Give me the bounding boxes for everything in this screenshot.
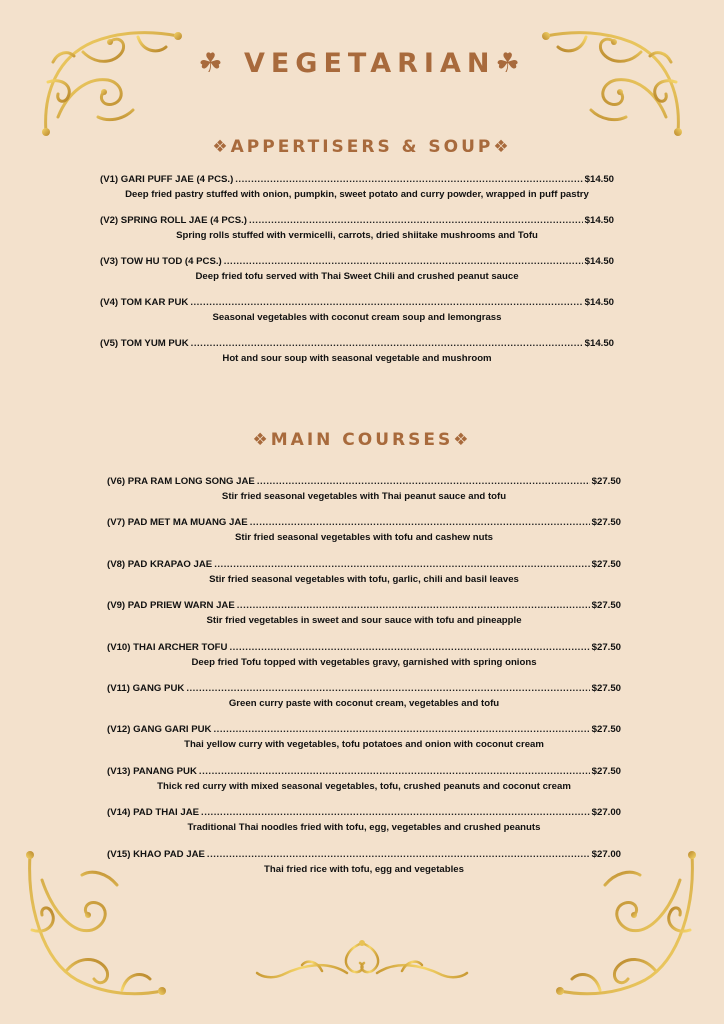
dot-leader: [249, 215, 583, 226]
menu-item: [107, 766, 621, 792]
menu-item-line: [107, 642, 621, 653]
menu-item-description: Stir fried vegetables in sweet and sour sauce with tofu and pineapple: [206, 615, 522, 627]
dot-leader: [201, 807, 590, 818]
title-text: VEGETARIAN: [243, 48, 496, 79]
menu-item-description: Thai yellow curry with vegetables, tofu potatoes and onion with coconut cream: [184, 739, 544, 751]
menu-item-price: $27.50: [591, 641, 621, 653]
menu-item-price: $27.50: [591, 558, 621, 570]
menu-item-line: [100, 256, 614, 267]
menu-item-description: Deep fried pastry stuffed with onion, pumpkin, sweet potato and curry powder, wrapped in puff pastry: [125, 189, 589, 200]
menu-item: [100, 215, 614, 241]
corner-ornament-top-left: [38, 22, 188, 142]
menu-item-line: [107, 807, 621, 818]
dot-leader: [191, 338, 583, 349]
menu-item-line: [107, 476, 621, 487]
dot-leader: [213, 724, 589, 735]
dot-leader: [190, 297, 582, 308]
menu-item-price: $27.00: [591, 848, 621, 860]
menu-item-name: (V9) PAD PRIEW WARN JAE: [107, 600, 235, 612]
menu-item-name: (V12) GANG GARI PUK: [107, 724, 212, 736]
menu-item-name: (V6) PRA RAM LONG SONG JAE: [107, 476, 255, 487]
menu-item-line: [107, 600, 621, 611]
menu-item-description: Spring rolls stuffed with vermicelli, carrots, dried shiitake mushrooms and Tofu: [176, 230, 538, 241]
dot-leader: [250, 517, 590, 528]
menu-item-description: Traditional Thai noodles fried with tofu, egg, vegetables and crushed peanuts: [187, 822, 541, 834]
appetisers-heading: ❖APPERTISERS & SOUP❖: [212, 137, 512, 157]
menu-item: [100, 256, 614, 282]
menu-item: [107, 642, 621, 668]
menu-item-price: $27.50: [591, 600, 621, 612]
menu-item-line: [107, 724, 621, 735]
dot-leader: [229, 642, 589, 653]
menu-item: [107, 807, 621, 833]
dot-leader: [237, 600, 590, 611]
menu-item-price: $27.50: [591, 765, 621, 777]
menu-item-name: (V3) TOW HU TOD (4 PCS.): [100, 256, 222, 267]
menu-item-line: [107, 766, 621, 777]
menu-item-description: Hot and sour soup with seasonal vegetable and mushroom: [222, 353, 492, 364]
menu-item-line: [107, 517, 621, 528]
dot-leader: [214, 559, 589, 570]
menu-item-name: (V13) PANANG PUK: [107, 765, 197, 777]
dot-leader: [257, 476, 590, 487]
menu-item-name: (V7) PAD MET MA MUANG JAE: [107, 517, 248, 529]
menu-item-name: (V2) SPRING ROLL JAE (4 PCS.): [100, 215, 247, 226]
dot-leader: [224, 256, 583, 267]
menu-item-price: $27.50: [591, 476, 621, 487]
shamrock-icon-right: ☘: [495, 48, 526, 79]
menu-item-description: Stir fried seasonal vegetables with tofu and cashew nuts: [234, 532, 494, 544]
menu-item-price: $14.50: [584, 297, 614, 308]
menu-item-description: Seasonal vegetables with coconut cream soup and lemongrass: [212, 312, 502, 323]
menu-item-price: $14.50: [584, 174, 614, 185]
menu-item-line: [107, 683, 621, 694]
menu-item-description: Green curry paste with coconut cream, vegetables and tofu: [228, 698, 500, 709]
menu-item-line: [107, 849, 621, 860]
dot-leader: [199, 766, 590, 777]
menu-item: [107, 476, 621, 502]
menu-item: [107, 559, 621, 585]
menu-item-name: (V4) TOM KAR PUK: [100, 297, 189, 308]
menu-item: [100, 338, 614, 364]
menu-item-description: Deep fried tofu served with Thai Sweet Chili and crushed peanut sauce: [195, 271, 519, 282]
shamrock-icon-left: ☘: [198, 48, 229, 79]
dot-leader: [186, 683, 589, 694]
menu-item-price: $14.50: [584, 338, 614, 349]
menu-item-description: Stir fried seasonal vegetables with Thai peanut sauce and tofu: [221, 491, 507, 502]
menu-item-description: Thai fried rice with tofu, egg and vegetables: [264, 863, 464, 875]
menu-item-description: Stir fried seasonal vegetables with tofu, garlic, chili and basil leaves: [209, 573, 519, 585]
dot-leader: [207, 849, 590, 860]
menu-item-price: $27.50: [591, 683, 621, 694]
menu-item: [107, 683, 621, 709]
menu-item: [100, 174, 614, 200]
menu-item-price: $27.50: [591, 517, 621, 529]
bottom-center-ornament: [222, 935, 502, 985]
menu-item: [107, 517, 621, 543]
menu-item: [107, 600, 621, 626]
menu-item-name: (V1) GARI PUFF JAE (4 PCS.): [100, 174, 234, 185]
main-courses-heading: ❖MAIN COURSES❖: [252, 430, 472, 450]
menu-item-line: [107, 559, 621, 570]
menu-item-description: Deep fried Tofu topped with vegetables gravy, garnished with spring onions: [191, 656, 537, 668]
menu-item-line: [100, 215, 614, 226]
menu-item-price: $14.50: [584, 215, 614, 226]
menu-item-description: Thick red curry with mixed seasonal vegetables, tofu, crushed peanuts and coconut cream: [157, 780, 571, 792]
menu-item-price: $27.50: [591, 724, 621, 736]
menu-item: [107, 724, 621, 750]
dot-leader: [235, 174, 582, 185]
menu-item-line: [100, 174, 614, 185]
menu-item-name: (V5) TOM YUM PUK: [100, 338, 189, 349]
menu-item-name: (V10) THAI ARCHER TOFU: [107, 641, 228, 653]
menu-item: [100, 297, 614, 323]
corner-ornament-top-right: [536, 22, 686, 142]
menu-item-price: $14.50: [584, 256, 614, 267]
menu-item-line: [100, 338, 614, 349]
menu-item-name: (V14) PAD THAI JAE: [107, 807, 200, 819]
page-title: [0, 48, 724, 79]
menu-item-name: (V8) PAD KRAPAO JAE: [107, 558, 213, 570]
menu-item-line: [100, 297, 614, 308]
menu-item-name: (V15) KHAO PAD JAE: [107, 848, 205, 860]
menu-item: [107, 849, 621, 875]
menu-item-price: $27.00: [591, 807, 621, 819]
menu-item-name: (V11) GANG PUK: [107, 683, 185, 694]
